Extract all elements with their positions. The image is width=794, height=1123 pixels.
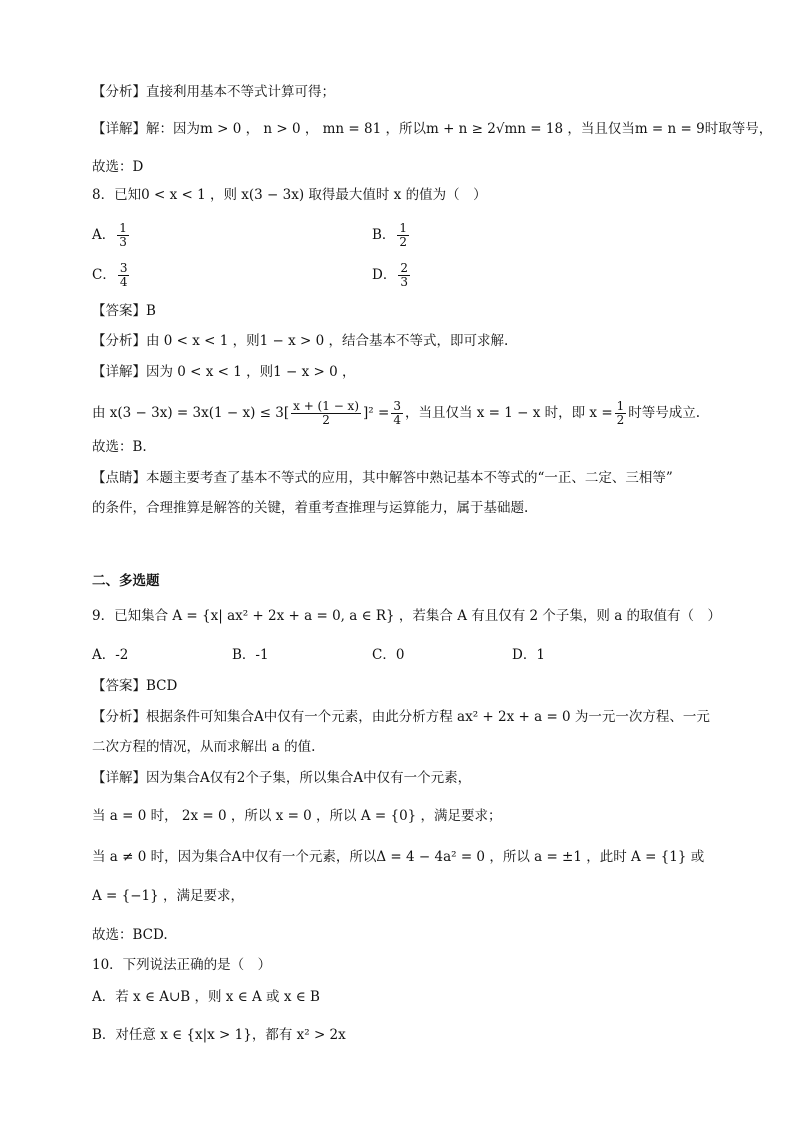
q7-detail	[92, 119, 772, 139]
denominator: 4	[119, 275, 128, 289]
analysis-text: 直接利用基本不等式计算可得；	[146, 84, 335, 100]
option-label: D．	[372, 267, 397, 283]
q9-analysis-1	[92, 707, 710, 727]
q8-comment-1	[92, 468, 673, 488]
q9-detail-4: A = {−1} ，满足要求，	[92, 888, 245, 904]
denominator: 3	[400, 275, 408, 289]
analysis-text: 由 0 < x < 1 ，则1 − x > 0 ，结合基本不等式，即可求解.	[146, 333, 509, 349]
analysis-tag: 【分析】	[92, 333, 146, 349]
fraction	[615, 400, 627, 427]
q8-choice: 故选：B.	[92, 439, 147, 455]
detail-tag: 【详解】	[92, 121, 146, 137]
q8-answer	[92, 301, 156, 321]
q7-choice: 故选：D	[92, 159, 144, 175]
denominator: 2	[399, 235, 408, 249]
detail-tag: 【详解】	[92, 364, 146, 380]
calc-pre: 由 x(3 − 3x) = 3x(1 − x) ≤ 3[	[92, 405, 290, 421]
q9-option-c: C．0	[372, 647, 405, 663]
fraction	[391, 400, 403, 427]
q9-answer	[92, 676, 177, 696]
q8-option-b	[372, 222, 411, 249]
q8-option-d	[372, 262, 412, 289]
comment-tag: 【点睛】	[92, 470, 146, 486]
answer-text: B	[146, 303, 156, 319]
q9-stem: 9．已知集合 A = {x| ax² + 2x + a = 0, a ∈ R} ，若集合 A 有且仅有 2 个子集，则 a 的取值有（ ）	[92, 608, 722, 624]
denominator: 2	[616, 413, 625, 427]
calc-mid: ]² =	[363, 405, 390, 421]
calc-end: 时等号成立.	[628, 405, 701, 421]
q9-detail-3: 当 a ≠ 0 时，因为集合A中仅有一个元素，所以Δ = 4 − 4a² = 0 ，所以 a = ±1 ，此时 A = {1} 或	[92, 849, 705, 865]
q9-detail-2: 当 a = 0 时， 2x = 0 ，所以 x = 0 ，所以 A = {0} ，满足要求；	[92, 808, 502, 824]
q8-option-a	[92, 222, 131, 249]
q10-option-a: A．若 x ∈ A∪B ，则 x ∈ A 或 x ∈ B	[92, 989, 320, 1005]
q8-analysis	[92, 331, 508, 351]
numerator: 3	[393, 399, 401, 413]
q7-analysis	[92, 82, 335, 102]
detail-text: 因为集合A仅有2个子集，所以集合A中仅有一个元素，	[146, 770, 472, 786]
detail-tag: 【详解】	[92, 770, 146, 786]
q8-detail	[92, 362, 356, 382]
q9-choice: 故选：BCD.	[92, 927, 168, 943]
analysis-tag: 【分析】	[92, 709, 146, 725]
q8-stem: 8．已知0 < x < 1 ，则 x(3 − 3x) 取得最大值时 x 的值为（ ）	[92, 187, 487, 203]
section-title: 二、多选题	[92, 573, 160, 589]
q10-option-b: B．对任意 x ∈ {x|x > 1}，都有 x² > 2x	[92, 1027, 346, 1043]
q9-detail-1	[92, 768, 471, 788]
comment-text: 本题主要考查了基本不等式的应用，其中解答中熟记基本不等式的“一正、二定、三相等”	[146, 470, 673, 486]
numerator: 1	[119, 221, 127, 235]
answer-tag: 【答案】	[92, 678, 146, 694]
q9-analysis-2: 二次方程的情况，从而求解出 a 的值.	[92, 739, 316, 755]
denominator: 2	[322, 413, 330, 427]
option-label: A．	[92, 227, 116, 243]
numerator: 1	[399, 221, 408, 235]
q9-option-a: A．-2	[92, 647, 129, 663]
q8-calculation	[92, 398, 700, 428]
q8-comment-2: 的条件，合理推算是解答的关键，着重考查推理与运算能力，属于基础题.	[92, 500, 529, 516]
denominator: 4	[393, 413, 401, 427]
option-label: C．	[92, 267, 116, 283]
denominator: 3	[119, 235, 127, 249]
q10-stem: 10．下列说法正确的是（ ）	[92, 957, 272, 973]
fraction	[118, 262, 130, 289]
q9-option-b: B．-1	[232, 647, 269, 663]
q9-option-d: D．1	[512, 647, 545, 663]
fraction	[117, 222, 129, 249]
fraction	[398, 262, 410, 289]
answer-tag: 【答案】	[92, 303, 146, 319]
numerator: 2	[400, 261, 408, 275]
numerator: x + (1 − x)	[293, 399, 360, 413]
analysis-tag: 【分析】	[92, 84, 146, 100]
detail-text: 解：因为m > 0 ， n > 0 ， mn = 81 ，所以m + n ≥ 2√mn = 18 ，当且仅当m = n = 9时取等号，	[146, 121, 773, 137]
fraction	[397, 222, 409, 249]
detail-text: 因为 0 < x < 1 ，则1 − x > 0 ，	[146, 364, 356, 380]
numerator: 1	[616, 399, 625, 413]
q8-option-c	[92, 262, 131, 289]
analysis-text: 根据条件可知集合A中仅有一个元素，由此分析方程 ax² + 2x + a = 0 为一元一次方程、一元	[146, 709, 710, 725]
calc-post: ，当且仅当 x = 1 − x 时，即 x =	[404, 405, 613, 421]
answer-text: BCD	[146, 678, 178, 694]
option-label: B．	[372, 227, 396, 243]
fraction	[291, 400, 361, 427]
numerator: 3	[119, 261, 128, 275]
